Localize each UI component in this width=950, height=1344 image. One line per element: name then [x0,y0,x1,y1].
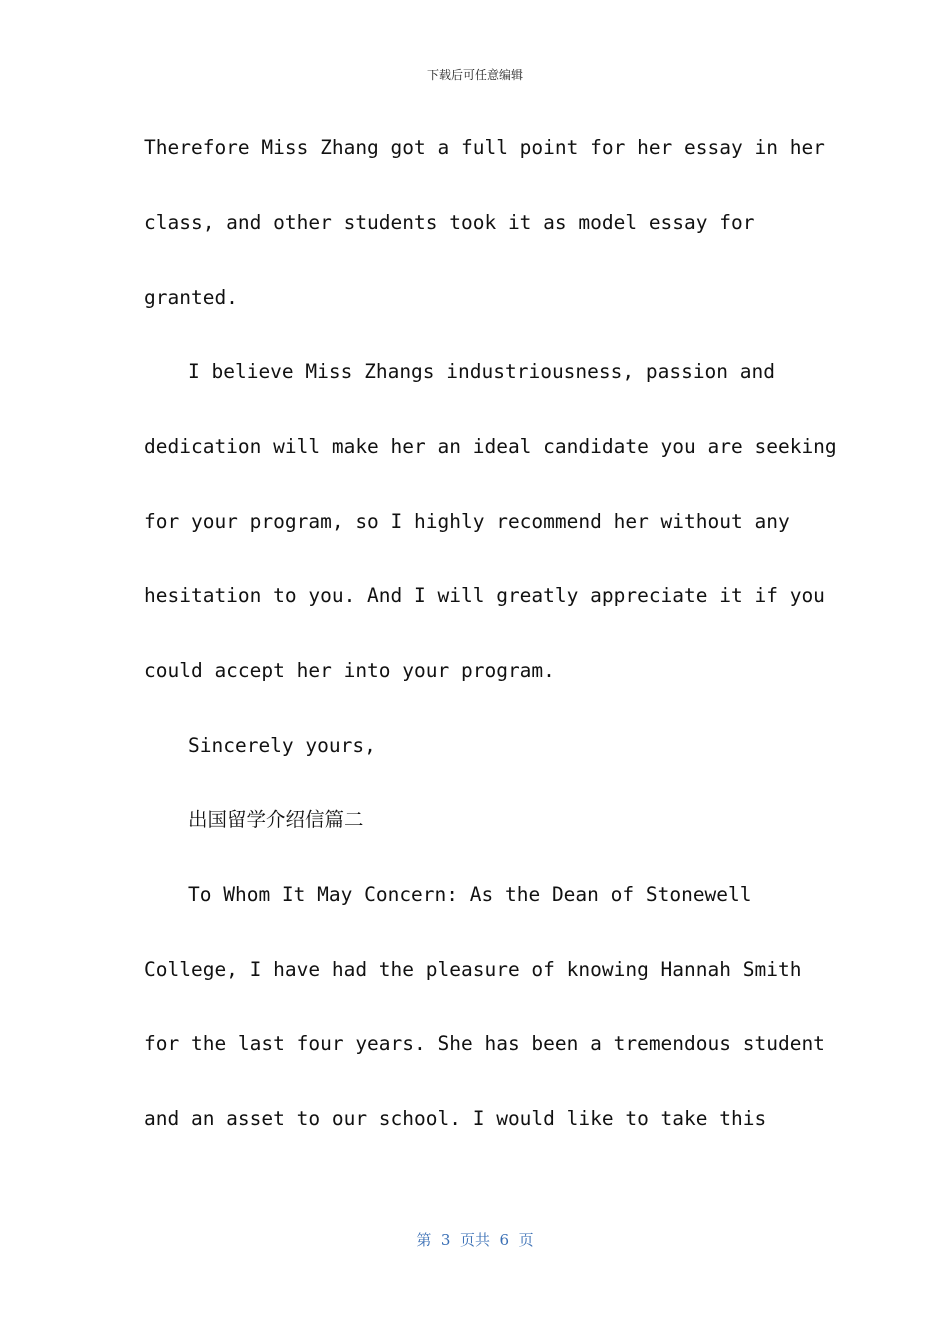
body-line-12: College, I have had the pleasure of knowing Hannah Smith [144,958,802,981]
section-heading: 出国留学介绍信篇二 [188,808,364,831]
body-line-11: To Whom It May Concern: As the Dean of Stonewell [188,883,752,906]
body-line-8: could accept her into your program. [144,659,555,682]
body-line-13: for the last four years. She has been a tremendous student [144,1032,825,1055]
body-line-4: I believe Miss Zhangs industriousness, passion and [188,360,775,383]
body-line-5: dedication will make her an ideal candidate you are seeking [144,435,837,458]
body-line-6: for your program, so I highly recommend her without any [144,510,790,533]
closing-line: Sincerely yours, [188,734,376,757]
body-line-3: granted. [144,286,238,309]
body-line-7: hesitation to you. And I will greatly appreciate it if you [144,584,825,607]
page-footer: 第 3 页共 6 页 [416,1231,534,1249]
body-line-2: class, and other students took it as model essay for [144,211,755,234]
body-line-1: Therefore Miss Zhang got a full point for her essay in her [144,136,825,159]
body-line-14: and an asset to our school. I would like to take this [144,1107,767,1130]
page-header: 下载后可任意编辑 [426,68,523,82]
